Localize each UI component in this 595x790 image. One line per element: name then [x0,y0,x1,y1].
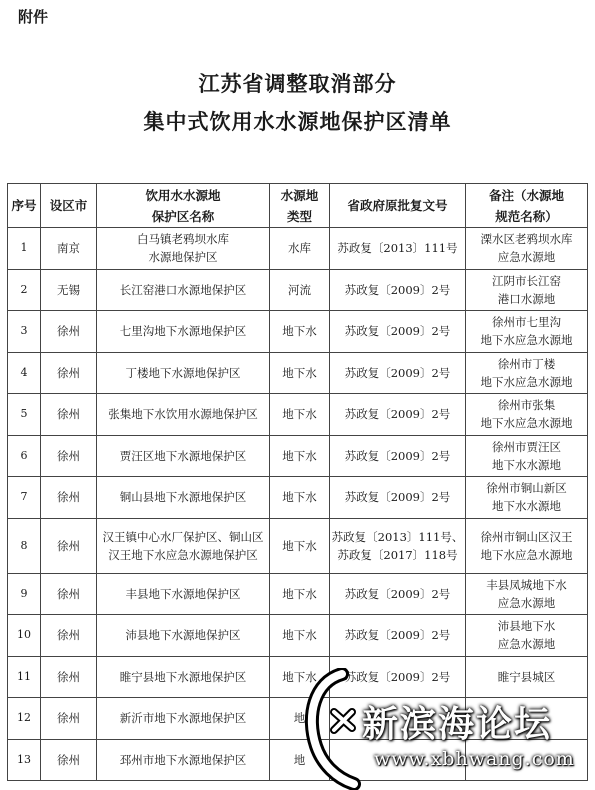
table-row [8,573,588,615]
cell-no: 6 [8,435,41,477]
site-watermark [300,668,595,790]
cell-remark: 徐州市张集 地下水应急水源地 [466,394,588,436]
cell-approval-doc: 苏政复〔2009〕2号 [330,615,466,657]
cell-approval-doc: 苏政复〔2009〕2号 [330,573,466,615]
cell-remark: 徐州市铜山新区 地下水水源地 [466,477,588,519]
header-remark: 备注（水源地 规范名称） [466,184,588,228]
cell-approval-doc: 苏政复〔2009〕2号 [330,269,466,311]
cell-source-type: 河流 [270,269,330,311]
cell-approval-doc: 苏政复〔2013〕111号 [330,228,466,270]
cell-city: 徐州 [41,394,97,436]
cell-source-name: 长江窑港口水源地保护区 [97,269,270,311]
table-row [8,477,588,519]
cell-remark: 沛县地下水 应急水源地 [466,615,588,657]
cell-no: 13 [8,739,41,781]
table-row [8,311,588,353]
cell-approval-doc: 苏政复〔2009〕2号 [330,435,466,477]
header-city: 设区市 [41,184,97,228]
header-source-type: 水源地 类型 [270,184,330,228]
cell-source-name: 新沂市地下水源地保护区 [97,698,270,740]
cell-no: 4 [8,352,41,394]
attachment-label: 附件 [18,8,49,26]
cell-source-name: 邳州市地下水源地保护区 [97,739,270,781]
cell-city: 徐州 [41,435,97,477]
cell-source-name: 汉王镇中心水厂保护区、铜山区 汉王地下水应急水源地保护区 [97,518,270,573]
cell-no: 5 [8,394,41,436]
cell-source-type: 地下水 [270,656,330,698]
table-row [8,615,588,657]
cell-source-type: 地下水 [270,352,330,394]
cell-city: 徐州 [41,698,97,740]
table-row [8,228,588,270]
document-title-line1: 江苏省调整取消部分 [198,72,397,96]
cell-source-type: 地 [270,739,330,781]
cell-source-type: 地下水 [270,477,330,519]
cell-remark: 徐州市七里沟 地下水应急水源地 [466,311,588,353]
cell-city: 无锡 [41,269,97,311]
cell-remark: 溧水区老鸦坝水库 应急水源地 [466,228,588,270]
cell-no: 12 [8,698,41,740]
cell-approval-doc: 苏政复〔2009〕2号 [330,394,466,436]
cell-source-name: 丰县地下水源地保护区 [97,573,270,615]
cell-source-name: 沛县地下水源地保护区 [97,615,270,657]
cell-no: 9 [8,573,41,615]
table-header-row [8,184,588,228]
cell-no: 3 [8,311,41,353]
cell-approval-doc: 苏政复〔2013〕111号、 苏政复〔2017〕118号 [330,518,466,573]
table-row [8,269,588,311]
cell-city: 南京 [41,228,97,270]
cell-no: 10 [8,615,41,657]
cell-approval-doc: 苏政复〔2009〕2号 [330,656,466,698]
cell-remark: 丰县凤城地下水 应急水源地 [466,573,588,615]
cell-source-name: 丁楼地下水源地保护区 [97,352,270,394]
header-source-name: 饮用水水源地 保护区名称 [97,184,270,228]
cell-remark: 睢宁县城区 [466,656,588,698]
cell-remark: 徐州市贾汪区 地下水水源地 [466,435,588,477]
cell-no: 7 [8,477,41,519]
cell-source-type: 地 [270,698,330,740]
cell-no: 8 [8,518,41,573]
watermark-url: www.xbhwang.com [374,748,575,770]
cell-source-name: 铜山县地下水源地保护区 [97,477,270,519]
cell-source-name: 白马镇老鸦坝水库 水源地保护区 [97,228,270,270]
cell-source-type: 地下水 [270,311,330,353]
cell-remark: 徐州市丁楼 地下水应急水源地 [466,352,588,394]
cell-city: 徐州 [41,573,97,615]
cell-source-type: 地下水 [270,518,330,573]
watermark-site-name: 新滨海论坛 [362,704,553,745]
header-no: 序号 [8,184,41,228]
cell-source-type: 地下水 [270,573,330,615]
cell-source-type: 地下水 [270,615,330,657]
cell-source-type: 地下水 [270,435,330,477]
cell-no: 2 [8,269,41,311]
document-title-line2: 集中式饮用水水源地保护区清单 [143,110,452,134]
cell-city: 徐州 [41,477,97,519]
cell-approval-doc: 苏政复〔2009〕2号 [330,352,466,394]
cell-no: 1 [8,228,41,270]
cell-no: 11 [8,656,41,698]
cell-city: 徐州 [41,656,97,698]
cell-city: 徐州 [41,518,97,573]
cell-city: 徐州 [41,739,97,781]
cell-city: 徐州 [41,311,97,353]
cell-source-name: 张集地下水饮用水源地保护区 [97,394,270,436]
table-row [8,435,588,477]
cell-source-type: 地下水 [270,394,330,436]
cell-approval-doc: 苏政复〔2009〕2号 [330,477,466,519]
cell-remark: 江阴市长江窑 港口水源地 [466,269,588,311]
cell-source-name: 七里沟地下水源地保护区 [97,311,270,353]
table-row [8,518,588,573]
cell-city: 徐州 [41,352,97,394]
cell-source-name: 贾汪区地下水源地保护区 [97,435,270,477]
cell-remark: 徐州市铜山区汉王 地下水应急水源地 [466,518,588,573]
cell-source-name: 睢宁县地下水源地保护区 [97,656,270,698]
table-row [8,394,588,436]
table-row [8,352,588,394]
cell-city: 徐州 [41,615,97,657]
header-approval-doc: 省政府原批复文号 [330,184,466,228]
cell-source-type: 水库 [270,228,330,270]
cell-approval-doc: 苏政复〔2009〕2号 [330,311,466,353]
